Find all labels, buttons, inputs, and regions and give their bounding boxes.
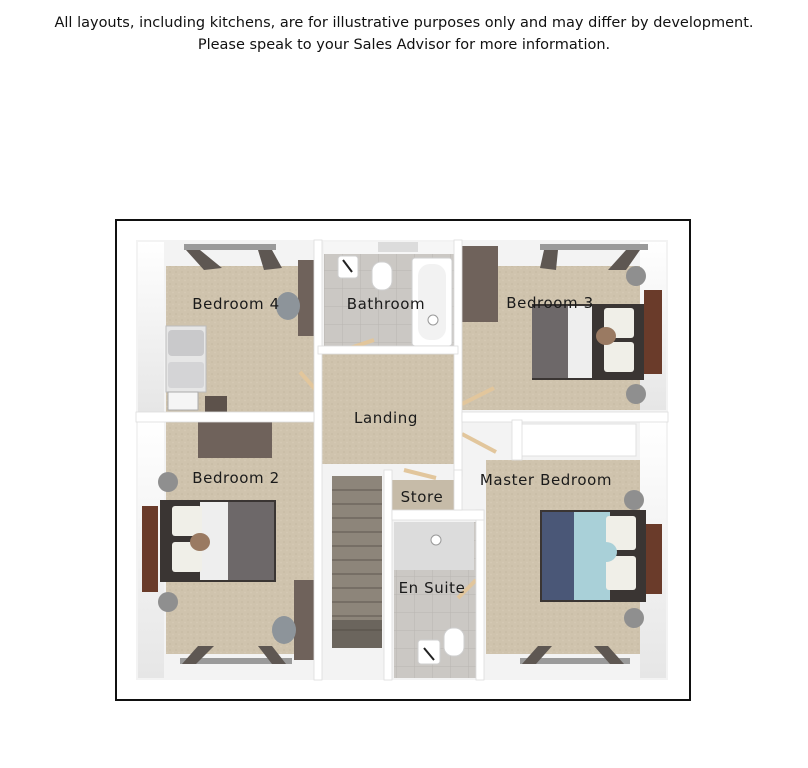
disclaimer-line-2: Please speak to your Sales Advisor for more information. xyxy=(197,37,611,53)
label-bedroom-2: Bedroom 2 xyxy=(192,469,280,487)
staircase xyxy=(332,476,382,648)
label-bedroom-4: Bedroom 4 xyxy=(192,295,280,313)
label-bedroom-3: Bedroom 3 xyxy=(506,294,594,312)
label-landing: Landing xyxy=(354,409,418,427)
label-master-bedroom: Master Bedroom xyxy=(479,471,613,489)
bedroom-3 xyxy=(460,242,666,410)
en-suite xyxy=(394,522,476,678)
label-store: Store xyxy=(400,488,444,506)
disclaimer-line-1: All layouts, including kitchens, are for illustrative purposes only and may differ by development. xyxy=(54,15,754,31)
label-en-suite: En Suite xyxy=(398,579,466,597)
label-bathroom: Bathroom xyxy=(346,295,426,313)
